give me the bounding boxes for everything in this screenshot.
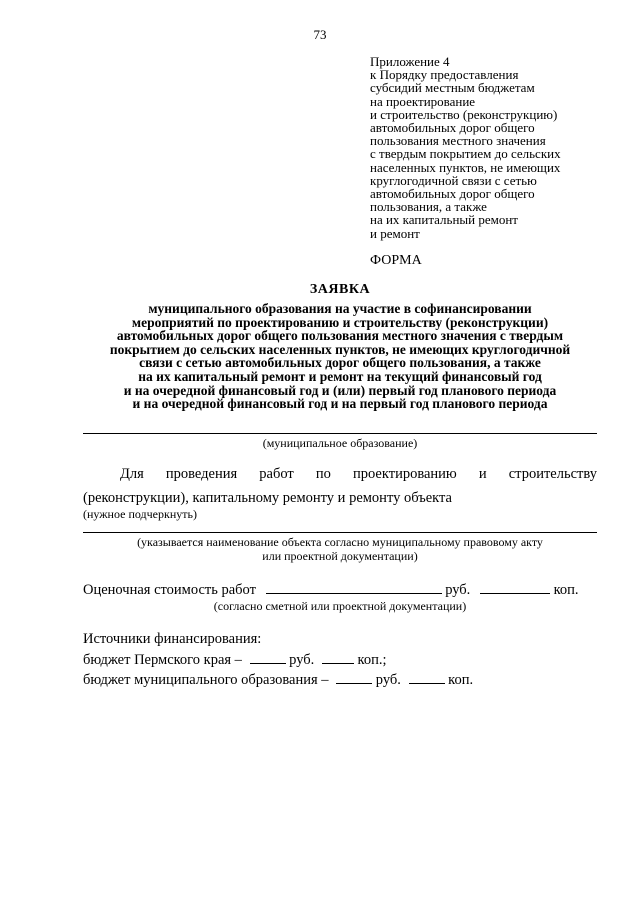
funding-perm-line (83, 651, 387, 669)
form-label: ФОРМА (370, 253, 422, 268)
appendix-line: автомобильных дорог общего (370, 186, 535, 202)
perm-rub-unit: руб. (289, 652, 315, 668)
municipal-rub-field[interactable] (336, 671, 372, 684)
document-title: ЗАЯВКА (309, 282, 371, 297)
municipal-rub-unit: руб. (375, 672, 401, 688)
appendix-line: и строительство (реконструкцию) (370, 106, 558, 122)
subtitle-line: автомобильных дорог общего пользования местного значения с твердым (116, 328, 564, 344)
para-word: работ (259, 466, 294, 482)
appendix-line: пользования, а также (370, 199, 487, 215)
cost-line (83, 581, 579, 599)
para-word: строительству (508, 466, 597, 482)
document-subtitle (80, 302, 600, 411)
cost-kop-field[interactable] (480, 581, 550, 594)
subtitle-line: на их капитальный ремонт и ремонт на текущий финансовый год (138, 368, 542, 384)
subtitle-line: и на очередной финансовый год и на первый год планового периода (132, 396, 548, 412)
appendix-line: на проектирование (370, 93, 476, 109)
para-word: и (478, 466, 487, 482)
para-word: проектированию (353, 466, 457, 482)
municipal-kop-field[interactable] (409, 671, 445, 684)
perm-kop-field[interactable] (322, 651, 354, 664)
municipality-caption: (муниципальное образование) (262, 436, 418, 450)
cost-kop-unit: коп. (553, 582, 579, 598)
appendix-block (370, 55, 630, 240)
para-word: проведения (165, 466, 238, 482)
appendix-line: с твердым покрытием до сельских (370, 146, 561, 162)
municipal-budget-label: бюджет муниципального образования – (83, 672, 329, 688)
subtitle-line: муниципального образования на участие в софинансировании (148, 301, 532, 316)
subtitle-line: и на очередной финансовый год и (или) первый год планового периода (123, 382, 557, 398)
municipality-fill-line[interactable] (83, 433, 597, 434)
subtitle-line: мероприятий по проектированию и строительству (реконструкции) (131, 314, 549, 330)
object-caption-line2: или проектной документации) (262, 549, 418, 563)
subtitle-line: связи с сетью автомобильных дорог общего пользования, а также (139, 355, 541, 371)
page-number: 73 (313, 27, 327, 42)
funding-heading: Источники финансирования: (83, 631, 262, 647)
municipal-kop-unit: коп. (448, 672, 474, 688)
subtitle-line: покрытием до сельских населенных пунктов, не имеющих круглогодичной (109, 341, 571, 357)
appendix-line: населенных пунктов, не имеющих (370, 159, 561, 175)
para-word: Для (120, 466, 144, 482)
purpose-paragraph-line1 (83, 466, 597, 483)
para-word: по (315, 466, 331, 482)
perm-kop-unit: коп.; (357, 652, 387, 668)
appendix-line: и ремонт (370, 225, 420, 241)
cost-label: Оценочная стоимость работ (83, 582, 256, 598)
appendix-line: к Порядку предоставления (370, 67, 519, 83)
underline-note: (нужное подчеркнуть) (83, 507, 197, 521)
perm-budget-label: бюджет Пермского края – (83, 652, 242, 668)
cost-rub-field[interactable] (266, 581, 442, 594)
cost-rub-unit: руб. (445, 582, 471, 598)
appendix-line: круглогодичной связи с сетью (370, 172, 537, 188)
funding-municipal-line (83, 671, 473, 689)
appendix-line: автомобильных дорог общего (370, 120, 535, 136)
object-caption-line1: (указывается наименование объекта согласно муниципальному правовому акту (137, 535, 543, 549)
appendix-line: Приложение 4 (370, 54, 450, 69)
cost-caption: (согласно сметной или проектной документации) (213, 599, 467, 613)
appendix-line: субсидий местным бюджетам (370, 80, 535, 96)
object-fill-line[interactable] (83, 532, 597, 533)
perm-rub-field[interactable] (250, 651, 286, 664)
appendix-line: на их капитальный ремонт (370, 212, 518, 228)
purpose-paragraph-line2: (реконструкции), капитальному ремонту и ремонту объекта (83, 490, 452, 506)
appendix-line: пользования местного значения (370, 133, 546, 149)
